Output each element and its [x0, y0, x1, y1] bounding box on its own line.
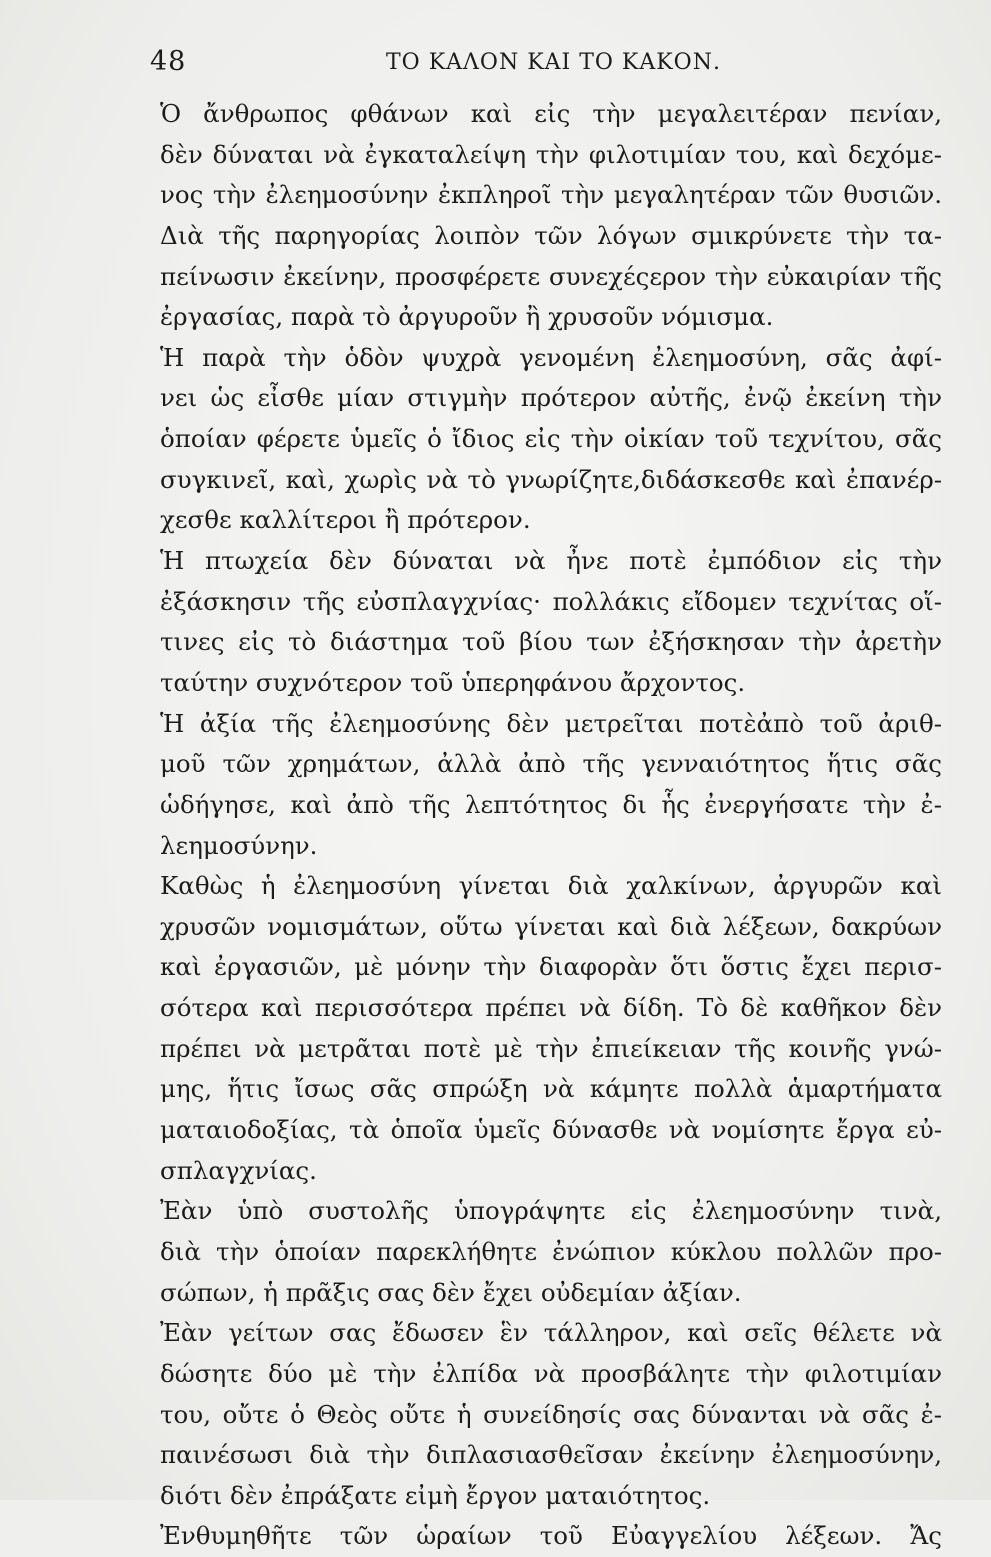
text-line: δὲν δύναται νὰ ἐγκαταλείψη τὴν φιλοτιμίαν του, καὶ δεχόμε- [160, 139, 942, 169]
text-line: λεημοσύνην. [160, 830, 318, 860]
text-line: χρυσῶν νομισμάτων, οὕτω γίνεται καὶ διὰ λέξεων, δακρύων [160, 911, 942, 941]
text-line: πρέπει νὰ μετρᾶται ποτὲ μὲ τὴν ἐπιείκειαν τῆς κοινῆς γνώ- [160, 1033, 942, 1063]
page-number: 48 [150, 46, 187, 77]
text-line: συγκινεῖ, καὶ, χωρὶς νὰ τὸ γνωρίζητε,διδάσκεσθε καὶ ἐπανέρ- [160, 464, 942, 494]
text-line: μης, ἥτις ἴσως σᾶς σπρώξη νὰ κάμητε πολλὰ ἁμαρτήματα [160, 1074, 942, 1104]
text-line: ὡδήγησε, καὶ ἀπὸ τῆς λεπτότητος δι ἧς ἐνεργήσατε τὴν ἐ- [160, 789, 942, 819]
text-line: νος τὴν ἐλεημοσύνην ἐκπληροῖ τὴν μεγαλητέραν τῶν θυσιῶν. [160, 180, 942, 210]
text-line: Ὁ ἄνθρωπος φθάνων καὶ εἰς τὴν μεγαλειτέραν πενίαν, [160, 99, 942, 128]
text-line: σότερα καὶ περισσότερα πρέπει νὰ δίδη. Τὸ δὲ καθῆκον δὲν [160, 993, 942, 1023]
text-line: Ἐὰν γείτων σας ἔδωσεν ἓν τάλληρον, καὶ σεῖς θέλετε νὰ [160, 1318, 942, 1348]
running-head [150, 46, 940, 86]
text-line: δώσητε δύο μὲ τὴν ἐλπίδα νὰ προσβάλητε τὴν φιλοτιμίαν [160, 1358, 942, 1388]
text-line: Ἡ παρὰ τὴν ὁδὸν ψυχρὰ γενομένη ἐλεημοσύνη, σᾶς ἀφί- [160, 342, 942, 372]
text-line: μοῦ τῶν χρημάτων, ἀλλὰ ἀπὸ τῆς γενναιότητος ἥτις σᾶς [160, 749, 942, 779]
text-line: καὶ ἐργασιῶν, μὲ μόνην τὴν διαφορὰν ὅτι ὅστις ἔχει περισ- [160, 952, 942, 982]
text-line: παινέσωσι διὰ τὴν διπλασιασθεῖσαν ἐκείνην ἐλεημοσύνην, [160, 1440, 942, 1470]
body-text [160, 94, 942, 1557]
text-line: χεσθε καλλίτεροι ἢ πρότερον. [160, 505, 531, 535]
text-line: Ἡ πτωχεία δὲν δύναται νὰ ἦνε ποτὲ ἐμπόδιον εἰς τὴν [160, 546, 942, 576]
text-line: σώπων, ἡ πρᾶξις σας δὲν ἔχει οὐδεμίαν ἀξίαν. [160, 1277, 742, 1307]
text-line: ματαιοδοξίας, τὰ ὁποῖα ὑμεῖς δύνασθε νὰ νομίσητε ἔργα εὐ- [160, 1115, 942, 1145]
text-line: του, οὔτε ὁ Θεὸς οὔτε ἡ συνείδησίς σας δύνανται νὰ σᾶς ἐ- [160, 1399, 942, 1429]
text-line: Ἐνθυμηθῆτε τῶν ὡραίων τοῦ Εὐαγγελίου λέξεων. Ἄς [160, 1521, 942, 1551]
text-line: νει ὡς εἶσθε μίαν στιγμὴν πρότερον αὐτῆς, ἐνῷ ἐκείνη τὴν [160, 383, 942, 413]
text-line: ταύτην συχνότερον τοῦ ὑπερηφάνου ἄρχοντος. [160, 667, 746, 697]
text-line: πείνωσιν ἐκείνην, προσφέρετε συνεχέςερον τὴν εὐκαιρίαν τῆς [160, 261, 942, 291]
text-line: ὁποίαν φέρετε ὑμεῖς ὁ ἴδιος εἰς τὴν οἰκίαν τοῦ τεχνίτου, σᾶς [160, 424, 942, 454]
text-line: διὰ τὴν ὁποίαν παρεκλήθητε ἐνώπιον κύκλου πολλῶν προ- [160, 1236, 942, 1266]
text-line: Διὰ τῆς παρηγορίας λοιπὸν τῶν λόγων σμικρύνετε τὴν τα- [160, 220, 942, 250]
text-line: σπλαγχνίας. [160, 1155, 317, 1185]
text-line: διότι δὲν ἐπράξατε εἰμὴ ἔργον ματαιότητος. [160, 1480, 711, 1510]
running-title: ΤΟ ΚΑΛΟΝ ΚΑΙ ΤΟ ΚΑΚΟΝ. [386, 50, 721, 75]
text-line: Καθὼς ἡ ἐλεημοσύνη γίνεται διὰ χαλκίνων, ἀργυρῶν καὶ [160, 871, 942, 901]
text-line: ἐξάσκησιν τῆς εὐσπλαγχνίας· πολλάκις εἴδομεν τεχνίτας οἵ- [160, 586, 942, 616]
text-line: τινες εἰς τὸ διάστημα τοῦ βίου των ἐξήσκησαν τὴν ἀρετὴν [160, 627, 942, 657]
text-line: ἐργασίας, παρὰ τὸ ἀργυροῦν ἢ χρυσοῦν νόμισμα. [160, 302, 774, 332]
text-line: Ἐὰν ὑπὸ συστολῆς ὑπογράψητε εἰς ἐλεημοσύνην τινὰ, [160, 1196, 942, 1226]
text-line: Ἡ ἀξία τῆς ἐλεημοσύνης δὲν μετρεῖται ποτὲἀπὸ τοῦ ἀριθ- [160, 708, 942, 738]
